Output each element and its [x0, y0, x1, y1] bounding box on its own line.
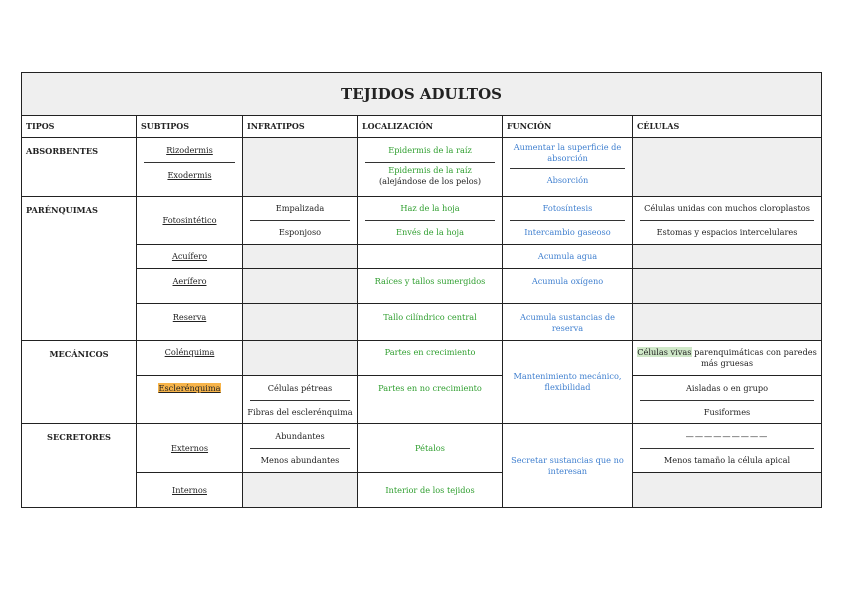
subtipo-aerifero: Aerífero — [137, 269, 243, 304]
row-aerifero — [22, 269, 822, 304]
subtipo-reserva: Reserva — [137, 304, 243, 341]
row-absorbentes — [22, 138, 822, 197]
infra-abundantes: Abundantes — [275, 430, 325, 441]
loc-haz: Haz de la hoja — [400, 203, 460, 213]
loc-petalos: Pétalos — [358, 424, 503, 473]
document — [21, 72, 821, 508]
func-exodermis: Absorción — [546, 174, 589, 185]
loc-internos: Interior de los tejidos — [358, 473, 503, 508]
row-colenquima — [22, 341, 822, 376]
func-secretores: Secretar sustancias que no interesan — [503, 424, 633, 508]
empty-cell — [243, 269, 358, 304]
tejidos-table — [21, 72, 822, 508]
row-fotosintetico — [22, 197, 822, 245]
header-tipos: TIPOS — [22, 116, 137, 138]
func-fotosintesis: Fotosíntesis — [542, 203, 593, 213]
empty-cell — [633, 304, 822, 341]
loc-esclerenquima: Partes en no crecimiento — [358, 376, 503, 424]
loc-aerifero: Raíces y tallos sumergidos — [358, 269, 503, 304]
cel-estomas: Estomas y espacios intercelulares — [656, 226, 798, 237]
empty-cell — [633, 138, 822, 197]
row-externos — [22, 424, 822, 473]
func-intercambio: Intercambio gaseoso — [524, 226, 611, 237]
subtipo-fotosintetico: Fotosintético — [137, 197, 243, 245]
header-row — [22, 116, 822, 138]
header-subtipos: SUBTIPOS — [137, 116, 243, 138]
loc-reserva: Tallo cilíndrico central — [358, 304, 503, 341]
loc-rizodermis: Epidermis de la raíz — [388, 144, 472, 155]
header-celulas: CÉLULAS — [633, 116, 822, 138]
row-reserva — [22, 304, 822, 341]
loc-enves: Envés de la hoja — [396, 226, 464, 237]
infra-fibras: Fibras del esclerénquima — [247, 406, 353, 417]
loc-exodermis-note: (alejándose de los pelos) — [378, 176, 482, 186]
cel-colenquima-highlight: Células vivas — [637, 347, 692, 357]
row-internos — [22, 473, 822, 508]
header-localizacion: LOCALIZACIÓN — [358, 116, 503, 138]
func-mecanicos: Mantenimiento mecánico, flexibilidad — [503, 341, 633, 424]
tipo-absorbentes: ABSORBENTES — [22, 138, 137, 197]
loc-colenquima: Partes en crecimiento — [358, 341, 503, 376]
func-aerifero: Acumula oxígeno — [503, 269, 633, 304]
loc-exodermis: Epidermis de la raíz — [388, 165, 472, 175]
subtipo-acuifero: Acuífero — [137, 245, 243, 269]
empty-cell — [243, 245, 358, 269]
table-title: TEJIDOS ADULTOS — [22, 73, 822, 116]
empty-cell — [243, 138, 358, 197]
header-infratipos: INFRATIPOS — [243, 116, 358, 138]
infra-menos-abundantes: Menos abundantes — [260, 454, 340, 465]
empty-cell — [243, 304, 358, 341]
cel-cloroplastos: Células unidas con muchos cloroplastos — [644, 203, 810, 213]
header-funcion: FUNCIÓN — [503, 116, 633, 138]
empty-cell — [633, 245, 822, 269]
tipo-parenquimas: PARÉNQUIMAS — [22, 197, 137, 341]
cel-colenquima: parenquimáticas con paredes más gruesas — [691, 347, 817, 368]
subtipo-rizodermis: Rizodermis — [166, 144, 213, 155]
cel-aisladas: Aisladas o en grupo — [686, 382, 769, 393]
infra-empalizada: Empalizada — [275, 203, 325, 213]
subtipo-esclerenquima: Esclerénquima — [158, 383, 221, 393]
subtipo-externos: Externos — [137, 424, 243, 473]
empty-cell — [358, 245, 503, 269]
infra-celulas-petreas: Células pétreas — [267, 382, 333, 393]
func-rizodermis: Aumentar la superficie de absorción — [513, 142, 622, 163]
infra-esponjoso: Esponjoso — [278, 226, 322, 237]
tipo-mecanicos: MECÁNICOS — [22, 341, 137, 424]
empty-cell — [633, 473, 822, 508]
empty-cell — [243, 341, 358, 376]
subtipo-colenquima: Colénquima — [137, 341, 243, 376]
empty-cell — [633, 269, 822, 304]
empty-cell — [243, 473, 358, 508]
subtipo-internos: Internos — [137, 473, 243, 508]
cel-celula-apical: Menos tamaño la célula apical — [663, 454, 791, 465]
func-reserva: Acumula sustancias de reserva — [503, 304, 633, 341]
cel-fusiformes: Fusiformes — [703, 406, 751, 417]
tipo-secretores: SECRETORES — [22, 424, 137, 508]
row-acuifero — [22, 245, 822, 269]
func-acuifero: Acumula agua — [503, 245, 633, 269]
cel-externos-placeholder: ————————— — [685, 430, 769, 441]
subtipo-exodermis: Exodermis — [167, 169, 212, 180]
row-esclerenquima — [22, 376, 822, 424]
